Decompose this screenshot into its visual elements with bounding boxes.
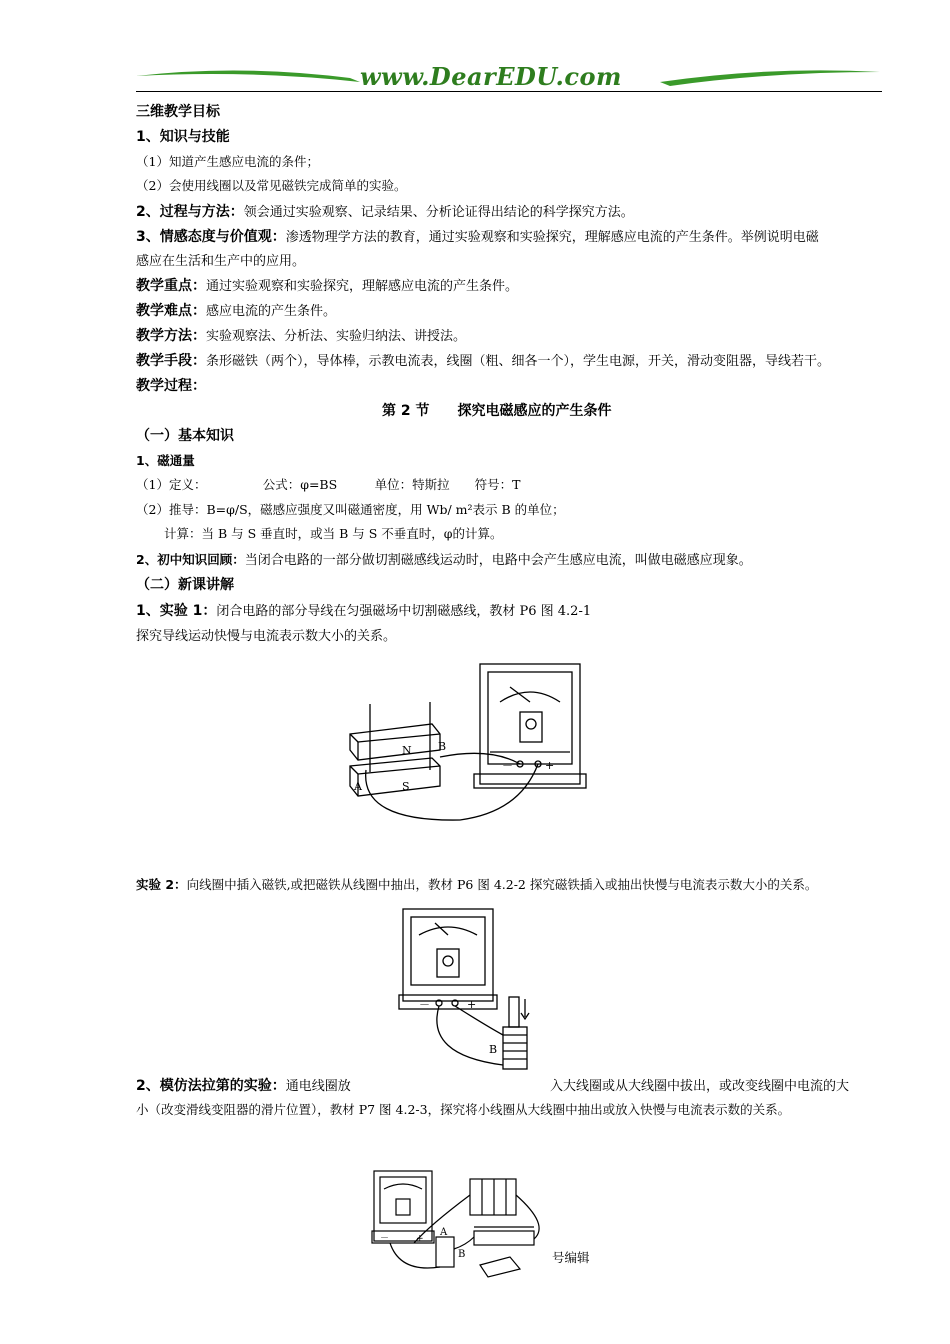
figure-exp2: [395, 905, 555, 1075]
goals-title: 三维教学目标: [136, 104, 220, 120]
newlesson-title: （二）新课讲解: [136, 577, 234, 593]
flux-derivation: （2）推导：B=φ/S，磁感应强度又叫磁通密度，用 Wb/ m²表示 B 的单位；: [136, 502, 565, 517]
exp1-text2: 探究导线运动快慢与电流表示数大小的关系。: [136, 629, 397, 644]
review: [136, 549, 752, 568]
teaching-difficulty: [136, 300, 336, 320]
flux-title: 1、磁通量: [136, 453, 195, 468]
flux-definition: （1）定义： 公式：φ=BS 单位：特斯拉 符号：T: [136, 477, 521, 492]
exp3-label: 2、模仿法拉第的实验：: [136, 1078, 286, 1094]
fig1-n: N: [402, 744, 412, 757]
basic-title: （一）基本知识: [136, 428, 234, 444]
method-text: 实验观察法、分析法、实验归纳法、讲授法。: [206, 329, 467, 344]
fig3-plus: +: [416, 1234, 424, 1244]
attitude-goal-label: 3、情感态度与价值观：: [136, 229, 286, 245]
trailing-text: 号编辑: [552, 1250, 590, 1265]
fig1-b: B: [438, 740, 447, 753]
fig1-s: S: [402, 780, 410, 793]
focus-text: 通过实验观察和实验探究，理解感应电流的产生条件。: [206, 279, 519, 294]
exp2-label: 实验 2：: [136, 877, 187, 892]
exp3-text-c: 小（改变滑线变阻器的滑片位置），教材 P7 图 4.2-3，探究将小线圈从大线圈中抽出或放入快慢与电流表示数的关系。: [136, 1102, 791, 1117]
method-label: 教学方法：: [136, 328, 206, 344]
means-label: 教学手段：: [136, 353, 206, 369]
process-goal-label: 2、过程与方法：: [136, 204, 244, 220]
exp3-text-a: 通电线圈放: [285, 1079, 351, 1094]
process-goal-text: 领会通过实验观察、记录结果、分析论证得出结论的科学探究方法。: [243, 205, 634, 220]
review-label: 2、初中知识回顾：: [136, 552, 245, 567]
exp1-label: 1、实验 1：: [136, 603, 217, 619]
exp1-text: 闭合电路的部分导线在匀强磁场中切割磁感线，教材 P6 图 4.2-1: [216, 604, 592, 619]
process-label: 教学过程：: [136, 378, 206, 394]
exp3-text-b: 入大线圈或从大线圈中拔出，或改变线圈中电流的大: [550, 1079, 850, 1094]
section-title: 第 2 节 探究电磁感应的产生条件: [382, 403, 612, 419]
fig2-b: B: [489, 1043, 498, 1056]
attitude-goal: [136, 226, 819, 246]
fig1-plus: +: [545, 759, 555, 772]
teaching-means: [136, 350, 830, 370]
site-logo[interactable]: www.DearEDU.com: [360, 62, 622, 91]
fig3-a: A: [440, 1227, 448, 1238]
difficulty-text: 感应电流的产生条件。: [206, 304, 337, 319]
fig2-minus: －: [419, 998, 430, 1011]
figure-exp1: [340, 662, 590, 827]
process-goal: [136, 201, 634, 221]
attitude-goal-text: 渗透物理学方法的教育，通过实验观察和实验探究，理解感应电流的产生条件。举例说明电磁: [285, 230, 819, 245]
focus-label: 教学重点：: [136, 278, 206, 294]
header-divider: [136, 91, 882, 92]
exp1: [136, 600, 591, 620]
fig3-b: B: [458, 1249, 466, 1260]
exp2-text: 向线圈中插入磁铁,或把磁铁从线圈中抽出，教材 P6 图 4.2-2 探究磁铁插入或抽出快慢与电流表示数大小的关系。: [186, 877, 818, 892]
exp2: [136, 875, 817, 893]
exp3: [136, 1075, 351, 1095]
means-text: 条形磁铁（两个），导体棒，示教电流表，线圈（粗、细各一个），学生电源，开关，滑动变阻器，导线若干。: [206, 354, 831, 369]
flux-calculation: 计算：当 B 与 S 垂直时，或当 B 与 S 不垂直时，φ的计算。: [164, 526, 503, 541]
attitude-goal-cont: 感应在生活和生产中的应用。: [136, 254, 306, 269]
fig1-a: A: [354, 780, 362, 793]
fig2-plus: +: [467, 998, 477, 1011]
figure-exp3: [370, 1165, 550, 1290]
knowledge-item-2: （2）会使用线圈以及常见磁铁完成简单的实验。: [136, 178, 407, 193]
fig3-minus: －: [380, 1234, 390, 1244]
knowledge-item-1: （1）知道产生感应电流的条件；: [136, 154, 319, 169]
knowledge-title: 1、知识与技能: [136, 129, 230, 145]
teaching-method: [136, 325, 466, 345]
difficulty-label: 教学难点：: [136, 303, 206, 319]
review-text: 当闭合电路的一部分做切割磁感线运动时，电路中会产生感应电流，叫做电磁感应现象。: [244, 553, 752, 568]
teaching-focus: [136, 275, 518, 295]
fig1-minus: －: [502, 759, 513, 772]
